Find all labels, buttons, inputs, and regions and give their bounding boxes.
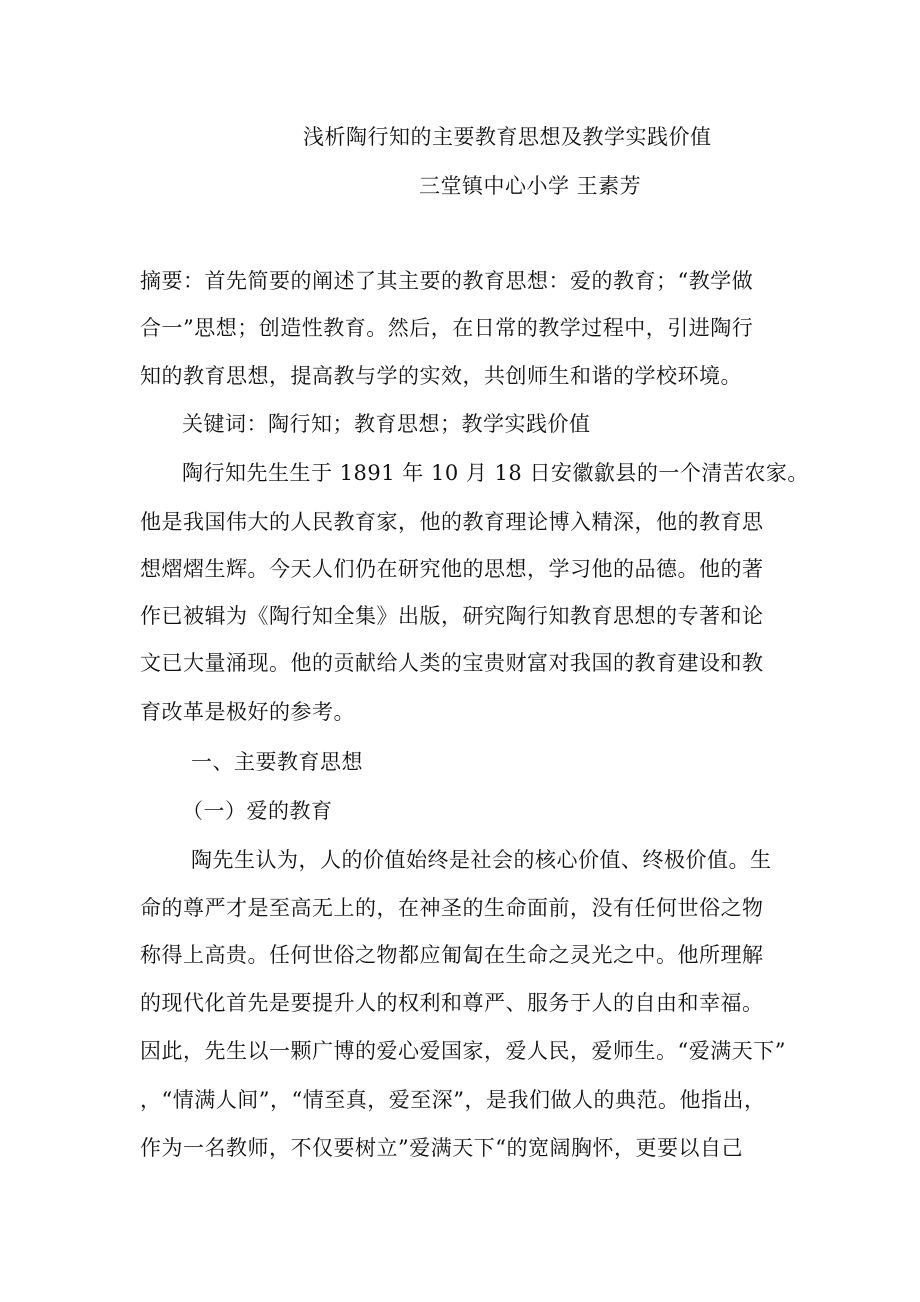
- love-paragraph-line: 的现代化首先是要提升人的权利和尊严、服务于人的自由和幸福。: [140, 991, 764, 1015]
- love-paragraph-line: 因此，先生以一颗广博的爱心爱国家，爱人民，爱师生。“爱满天下”: [140, 1039, 786, 1063]
- abstract-line: 摘要：首先简要的阐述了其主要的教育思想：爱的教育；“教学做: [140, 269, 754, 293]
- keywords-line: 关键词：陶行知；教育思想；教学实践价值: [182, 412, 591, 436]
- document-author: 三堂镇中心小学 王素芳: [419, 174, 642, 198]
- abstract-line: 合一”思想；创造性教育。然后，在日常的教学过程中，引进陶行: [140, 316, 754, 340]
- intro-line: 作已被辑为《陶行知全集》出版，研究陶行知教育思想的专著和论: [140, 604, 764, 628]
- love-paragraph-line: 作为一名教师，不仅要树立”爱满天下“的宽阔胸怀，更要以自己: [140, 1136, 743, 1160]
- intro-line: 他是我国伟大的人民教育家，他的教育理论博入精深，他的教育思: [140, 510, 764, 534]
- love-paragraph-line: 陶先生认为，人的价值始终是社会的核心价值、终极价值。生: [191, 848, 772, 872]
- document-title: 浅析陶行知的主要教育思想及教学实践价值: [303, 125, 712, 149]
- love-paragraph-line: 命的尊严才是至高无上的，在神圣的生命面前，没有任何世俗之物: [140, 896, 764, 920]
- love-paragraph-line: ，“情满人间”，“情至真，爱至深”，是我们做人的典范。他指出，: [140, 1088, 766, 1112]
- intro-line: 想熠熠生辉。今天人们仍在研究他的思想，学习他的品德。他的著: [140, 557, 764, 581]
- intro-line: 陶行知先生生于 1891 年 10 月 18 日安徽歙县的一个清苦农家。: [182, 461, 809, 485]
- section-heading: 一、主要教育思想: [191, 750, 363, 774]
- intro-line: 文已大量涌现。他的贡献给人类的宝贵财富对我国的教育建设和教: [140, 651, 764, 675]
- subsection-heading: （一）爱的教育: [182, 799, 333, 823]
- intro-line: 育改革是极好的参考。: [140, 700, 355, 724]
- abstract-line: 知的教育思想，提高教与学的实效，共创师生和谐的学校环境。: [140, 364, 742, 388]
- love-paragraph-line: 称得上高贵。任何世俗之物都应匍匐在生命之灵光之中。他所理解: [140, 943, 764, 967]
